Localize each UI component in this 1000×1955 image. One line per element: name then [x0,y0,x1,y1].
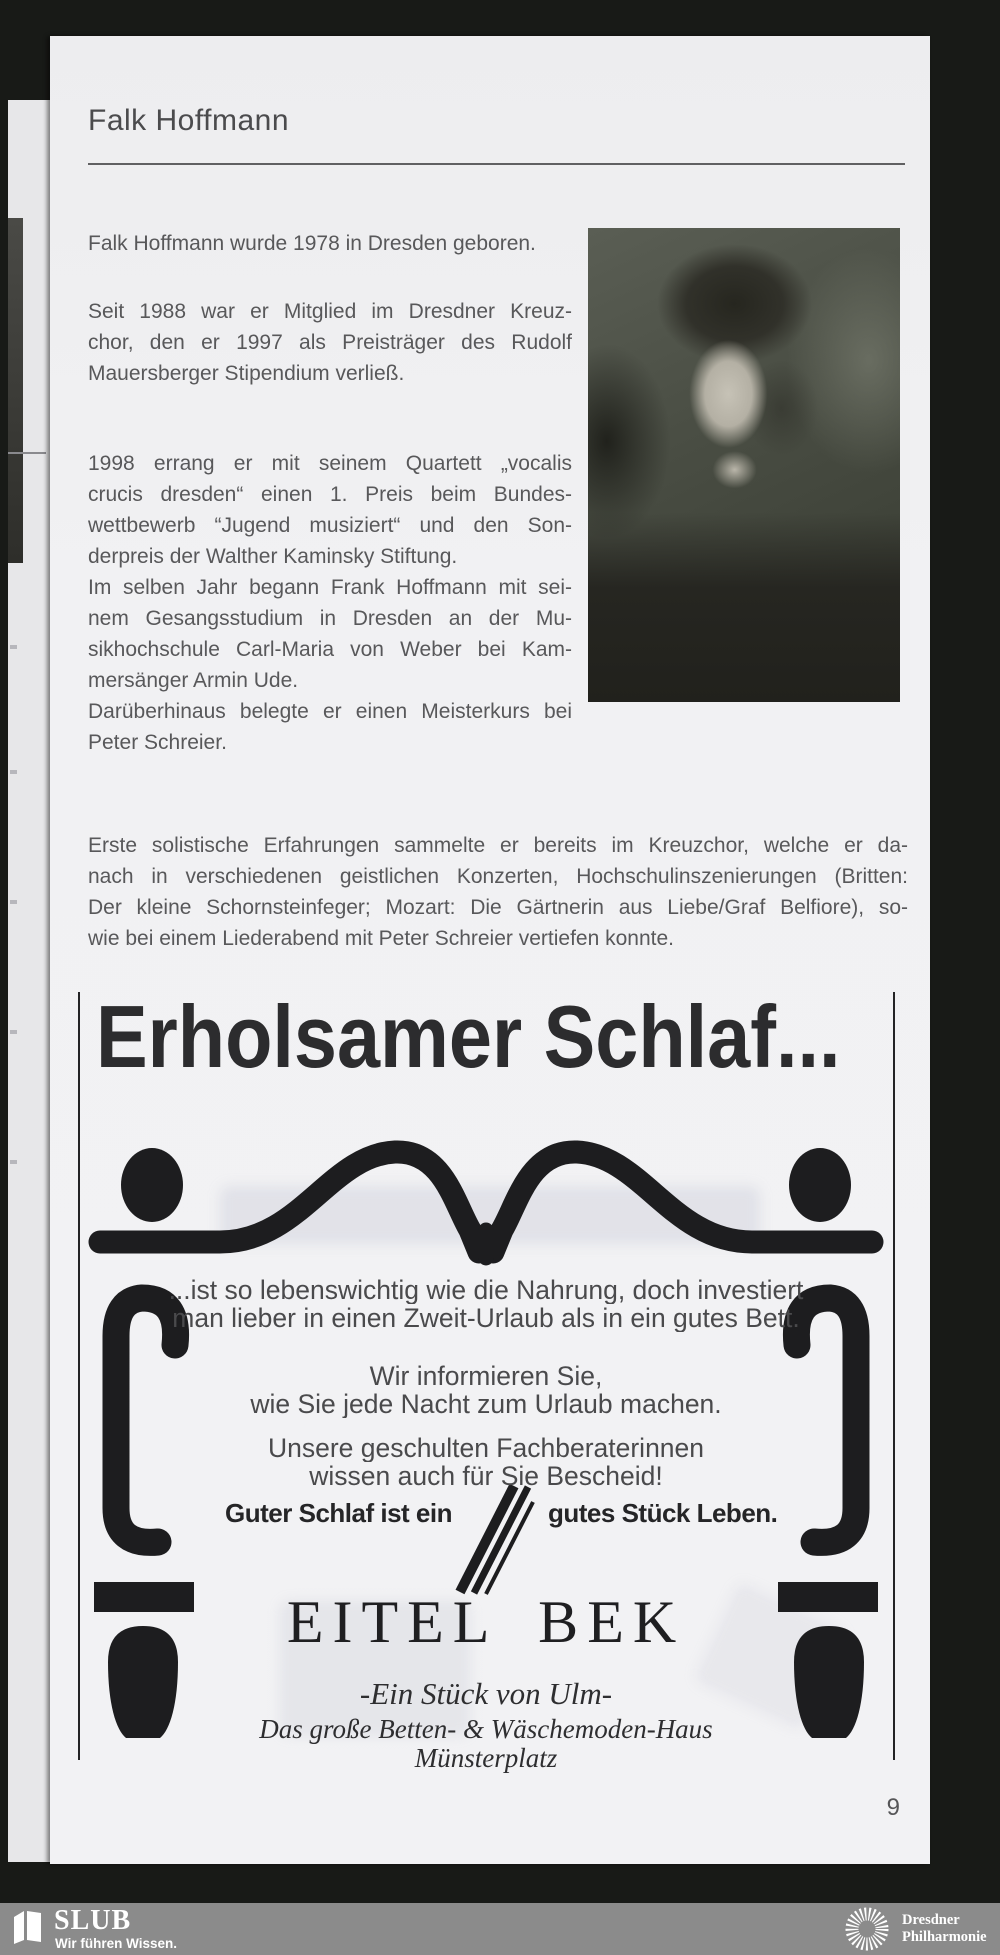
philharmonie-line1: Dresdner [902,1912,960,1928]
text-line: nach in verschiedenen geistlichen Konzerten, Hochschulinszenierungen (Britten: [88,865,908,888]
ad-slogan-left: Guter Schlaf ist ein [225,1498,452,1528]
ad-copy-block-3 [78,1434,894,1490]
text-line: Wir informieren Sie, [369,1362,603,1390]
text-line: Seit 1988 war er Mitglied im Dresdner Kreuz- [88,300,572,323]
bio-paragraph-3 [88,448,572,758]
open-book-icon [13,1909,43,1945]
text-line: Im selben Jahr begann Frank Hoffmann mit sei- [88,576,572,599]
text-line: man lieber in einen Zweit-Urlaub als in ein gutes Bett. [172,1304,800,1332]
text-line: nem Gesangsstudium in Dresden an der Mu- [88,607,572,630]
library-footer-bar [0,1903,1000,1955]
slub-slogan: Wir führen Wissen. [55,1936,178,1951]
ad-tagline: -Ein Stück von Ulm- [359,1676,613,1711]
text-line: mersänger Armin Ude. [88,669,299,692]
text-line: Unsere geschulten Fachberaterinnen [267,1434,705,1462]
sunburst-icon [844,1906,890,1952]
bio-paragraph-2 [88,296,572,389]
text-line: ...ist so lebenswichtig wie die Nahrung, doch investiert [168,1276,804,1304]
text-line: wie bei einem Liederabend mit Peter Schreier vertiefen konnte. [88,927,674,950]
text-line: wettbewerb “Jugend musiziert“ und den Son- [88,514,572,537]
bio-paragraph-1 [88,228,572,259]
previous-page-photo-fragment [8,218,23,563]
ad-headline: Erholsamer Schlaf... [96,987,841,1086]
text-line: wissen auch für Sie Bescheid! [309,1462,663,1490]
text-line: Der kleine Schornsteinfeger; Mozart: Die Gärtnerin aus Liebe/Graf Belfiore), so- [88,896,908,919]
text-line: Falk Hoffmann wurde 1978 in Dresden geboren. [88,232,536,255]
bio-full-width-paragraph [88,830,908,954]
page-number: 9 [886,1794,900,1821]
booklet-page [50,36,930,1864]
previous-page-text-fragment [10,1160,17,1164]
text-line: crucis dresden“ einen 1. Preis beim Bundes- [88,483,572,506]
previous-page-text-fragment [10,900,17,904]
text-line: 1998 errang er mit seinem Quartett „vocalis [88,452,572,475]
text-line: sikhochschule Carl-Maria von Weber bei Kam- [88,638,572,661]
slub-logo-text: SLUB [54,1905,132,1936]
text-line: Mauersberger Stipendium verließ. [88,362,405,385]
ad-copy-block-2 [78,1362,894,1418]
title-rule [88,163,905,165]
text-line: derpreis der Walther Kaminsky Stiftung. [88,545,458,568]
previous-page-edge [8,100,52,1862]
page-title: Falk Hoffmann [88,104,290,137]
text-line: wie Sie jede Nacht zum Urlaub machen. [250,1390,722,1418]
philharmonie-logo-text [902,1912,987,1945]
text-line: Erste solistische Erfahrungen sammelte er bereits im Kreuzchor, welche er da- [88,834,908,857]
ad-brand-name: EITEL BEK [286,1589,686,1655]
slash-logo-stripe [460,1486,514,1592]
previous-page-text-fragment [10,645,17,649]
portrait-photo [588,228,900,702]
previous-page-text-fragment [10,770,17,774]
ad-descriptor: Das große Betten- & Wäschemoden-Haus [259,1714,713,1744]
ad-slogan-right: gutes Stück Leben. [548,1498,778,1528]
previous-page-rule-fragment [8,452,46,454]
text-line: Peter Schreier. [88,731,227,754]
philharmonie-line2: Philharmonie [902,1928,987,1945]
text-line: Darüberhinaus belegte er einen Meisterkurs bei [88,700,572,723]
previous-page-text-fragment [10,1030,17,1034]
ad-address: Münsterplatz [414,1743,558,1773]
text-line: chor, den er 1997 als Preisträger des Rudolf [88,331,572,354]
ad-copy-block-1 [78,1276,894,1332]
